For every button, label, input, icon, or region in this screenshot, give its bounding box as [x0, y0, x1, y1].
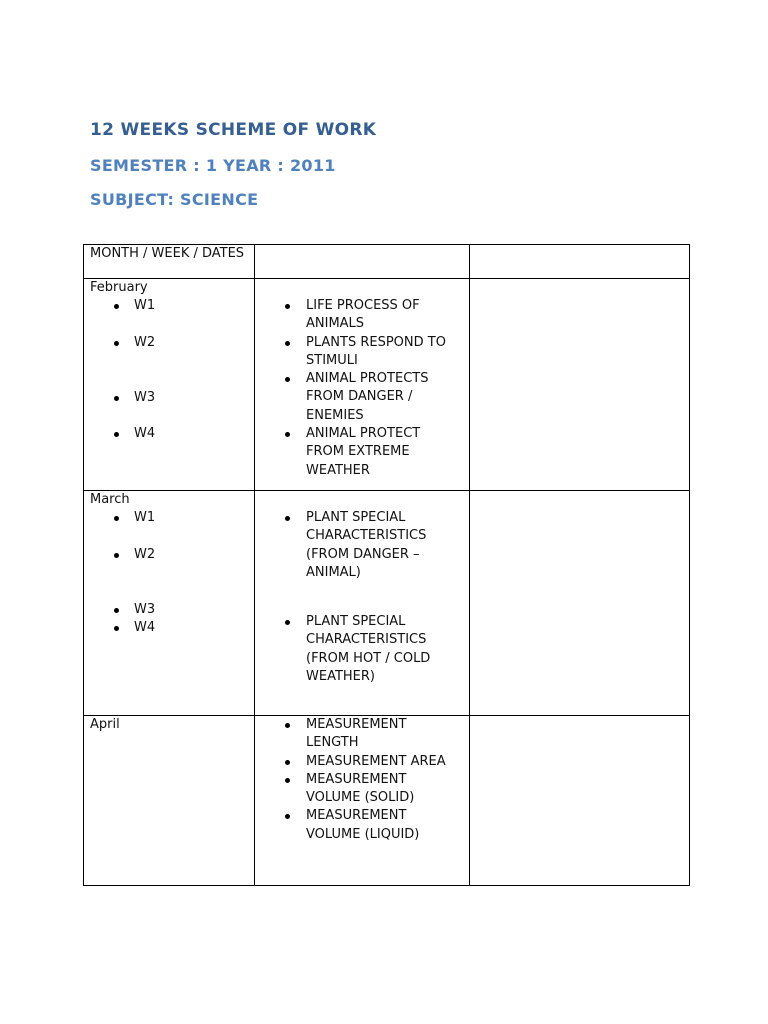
week-item: W2: [90, 546, 250, 564]
bullet-icon: [114, 396, 119, 401]
bullet-icon: [114, 432, 119, 437]
month-label: April: [90, 717, 120, 732]
topic-cell: [255, 491, 470, 716]
bullet-icon: [114, 304, 119, 309]
topic-item: PLANT SPECIAL CHARACTERISTICS (FROM HOT / COLD WEATHER): [261, 613, 446, 686]
header-cell-notes: [470, 245, 690, 279]
bullet-icon: [114, 516, 119, 521]
week-item: W4: [90, 619, 250, 637]
bullet-icon: [285, 341, 290, 346]
scheme-of-work-table: [83, 244, 690, 886]
table-row-april: [84, 716, 690, 886]
bullet-icon: [114, 553, 119, 558]
week-item: W1: [90, 509, 250, 527]
bullet-icon: [285, 814, 290, 819]
table-header-row: [84, 245, 690, 279]
topic-item: ANIMAL PROTECT FROM EXTREME WEATHER: [261, 425, 446, 480]
week-item: W1: [90, 297, 250, 315]
month-label: March: [90, 492, 130, 507]
bullet-icon: [285, 620, 290, 625]
bullet-icon: [114, 608, 119, 613]
week-item: W4: [90, 425, 250, 443]
topic-item: MEASUREMENT AREA: [261, 753, 466, 771]
week-item: W2: [90, 334, 250, 352]
subject-line: SUBJECT: SCIENCE: [90, 190, 259, 209]
bullet-icon: [285, 516, 290, 521]
header-cell-topic: [255, 245, 470, 279]
week-item: W3: [90, 389, 250, 407]
topic-list: [261, 297, 465, 480]
topic-cell: [255, 279, 470, 491]
month-label: February: [90, 280, 148, 295]
bullet-icon: [285, 778, 290, 783]
table-row-february: [84, 279, 690, 491]
topic-item: ANIMAL PROTECTS FROM DANGER / ENEMIES: [261, 370, 446, 425]
topic-list: [261, 716, 465, 844]
table-row-march: [84, 491, 690, 716]
topic-item: MEASUREMENT VOLUME (SOLID): [261, 771, 436, 808]
header-cell-month-week-dates: MONTH / WEEK / DATES: [84, 245, 255, 279]
bullet-icon: [285, 723, 290, 728]
document-title: 12 WEEKS SCHEME OF WORK: [90, 120, 377, 140]
bullet-icon: [285, 377, 290, 382]
month-cell: [84, 279, 255, 491]
bullet-icon: [114, 626, 119, 631]
topic-item: PLANT SPECIAL CHARACTERISTICS (FROM DANGER – ANIMAL): [261, 509, 446, 582]
week-item: W3: [90, 601, 250, 619]
month-cell: [84, 491, 255, 716]
topic-item: MEASUREMENT LENGTH: [261, 716, 436, 753]
bullet-icon: [285, 304, 290, 309]
notes-cell: [470, 491, 690, 716]
month-cell: [84, 716, 255, 886]
semester-year-line: SEMESTER : 1 YEAR : 2011: [90, 156, 336, 175]
bullet-icon: [285, 432, 290, 437]
week-list: [90, 297, 250, 443]
topic-item: PLANTS RESPOND TO STIMULI: [261, 334, 466, 371]
notes-cell: [470, 279, 690, 491]
topic-item: LIFE PROCESS OF ANIMALS: [261, 297, 446, 334]
notes-cell: [470, 716, 690, 886]
topic-list: [261, 509, 465, 686]
topic-item: MEASUREMENT VOLUME (LIQUID): [261, 807, 436, 844]
week-list: [90, 509, 250, 637]
bullet-icon: [285, 760, 290, 765]
bullet-icon: [114, 341, 119, 346]
topic-cell: [255, 716, 470, 886]
